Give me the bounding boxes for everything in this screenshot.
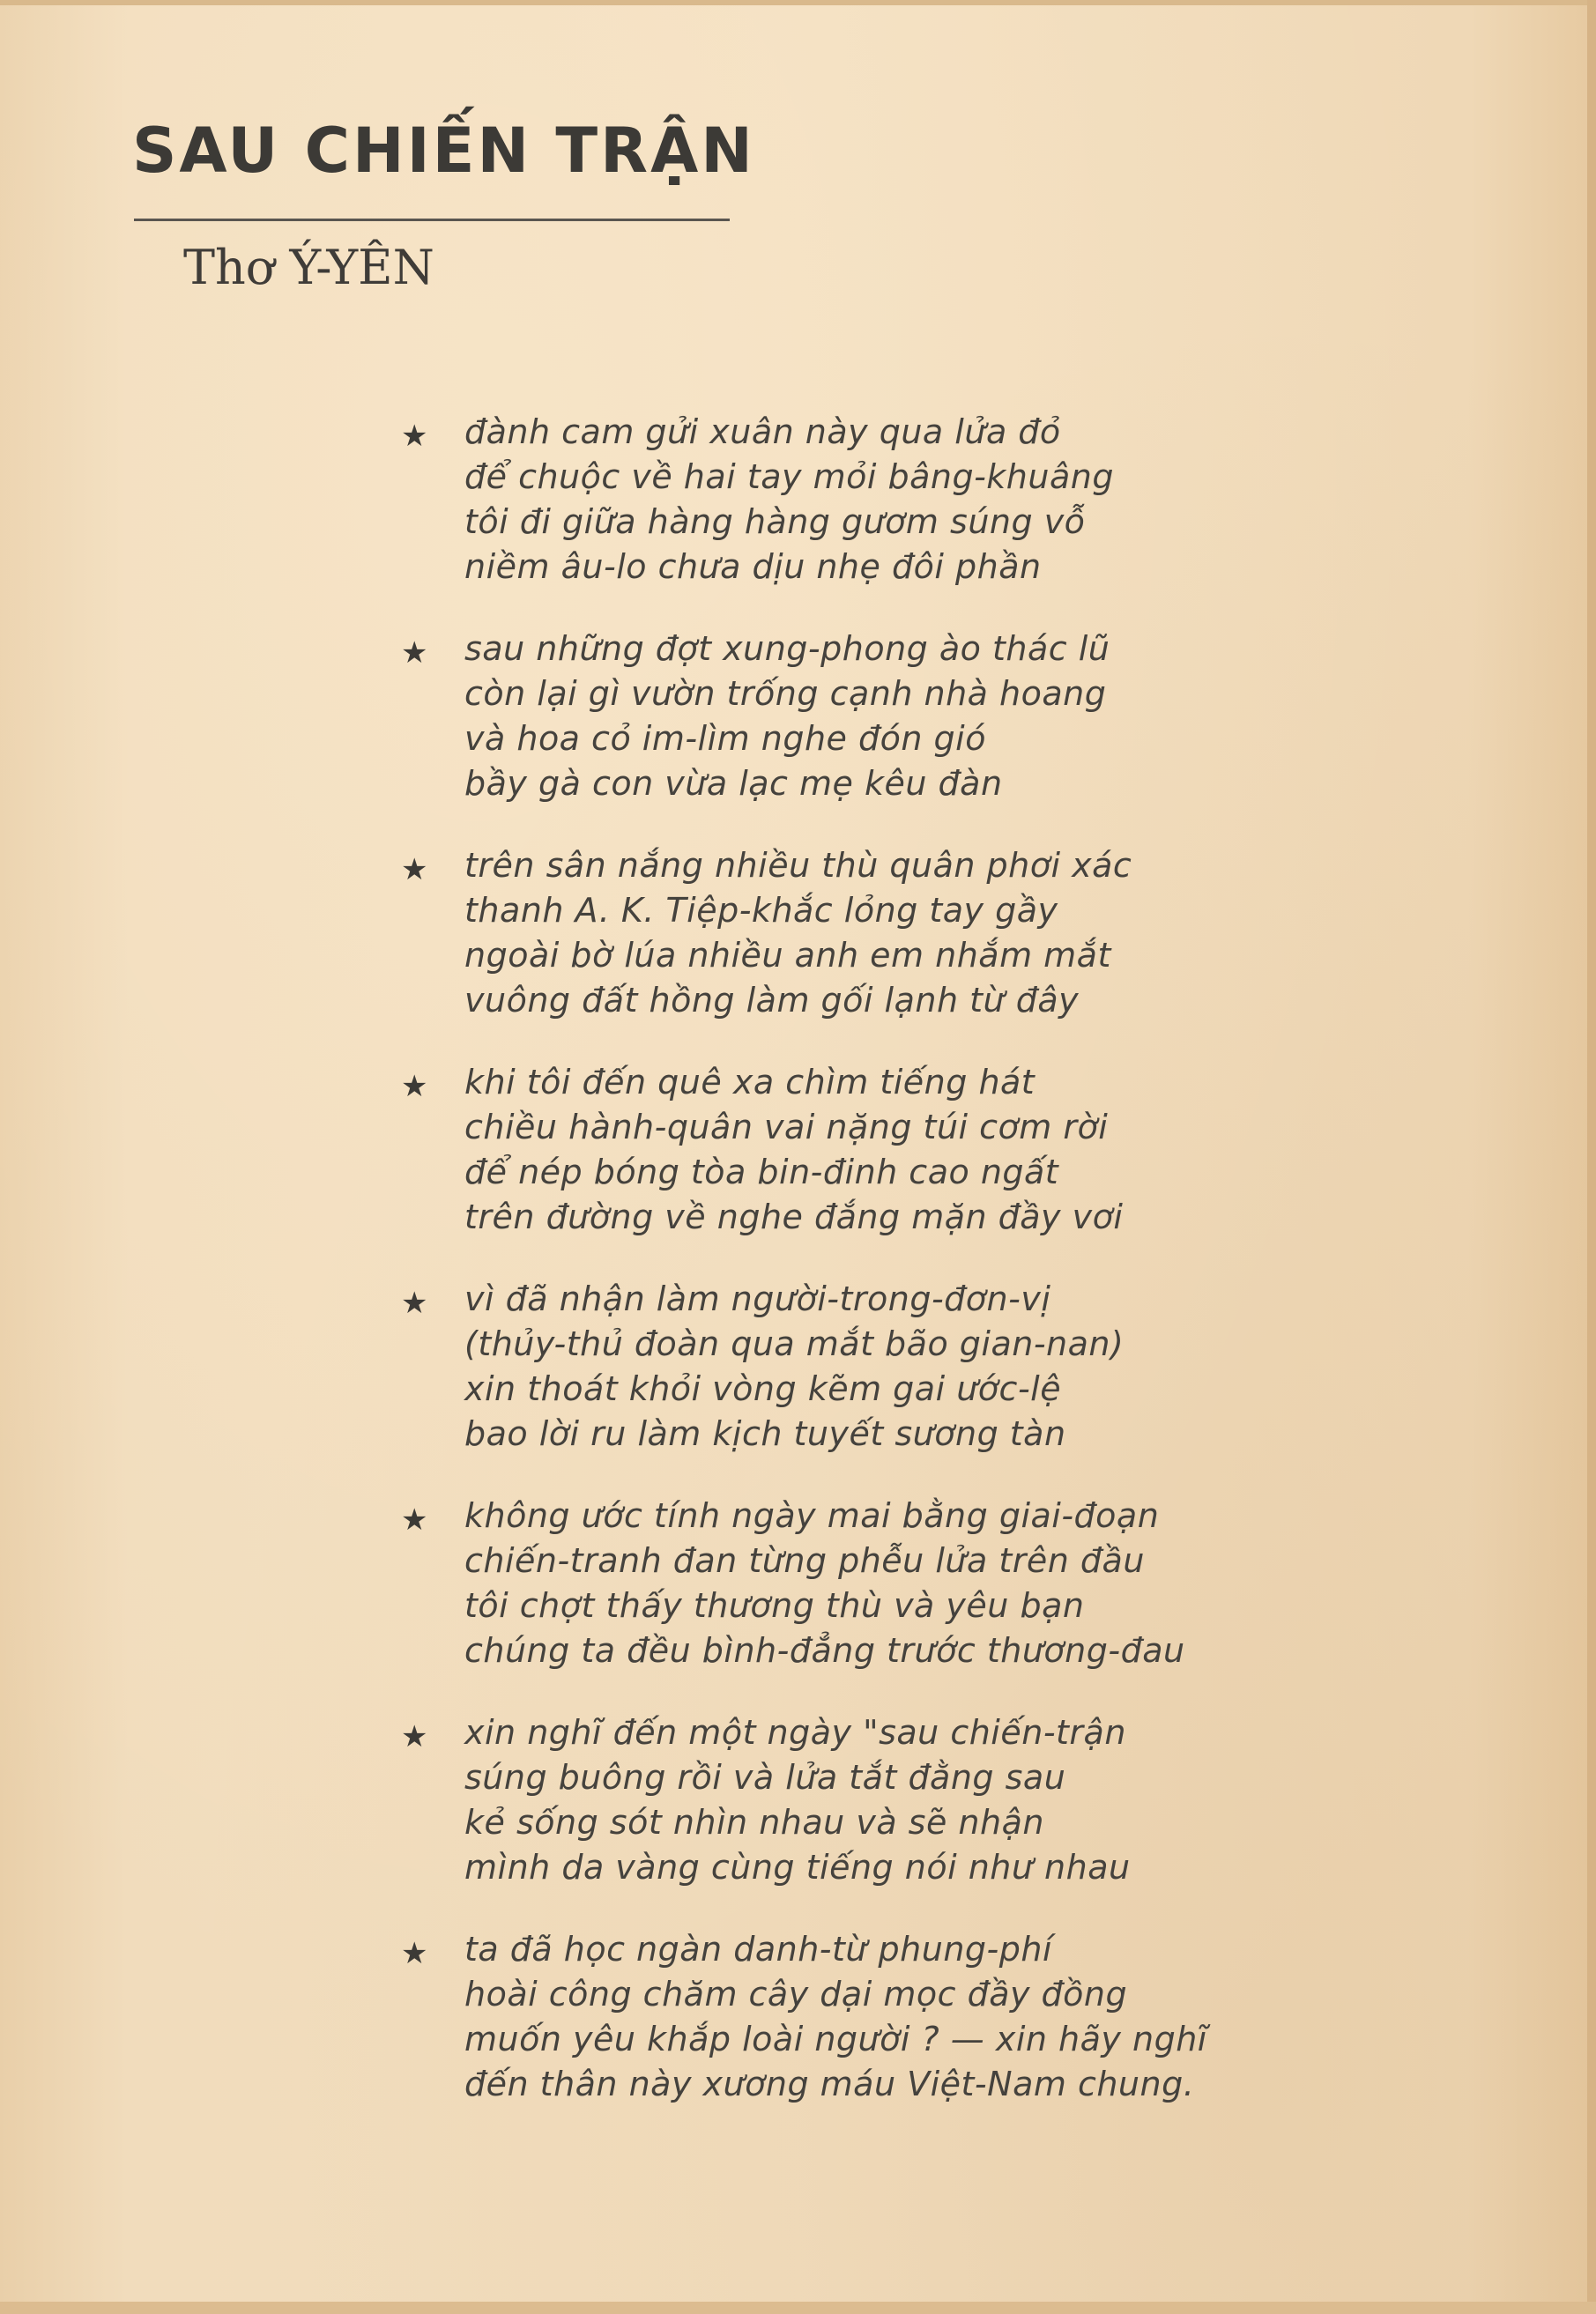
stanza-5 xyxy=(401,1277,1282,1494)
stanza-1 xyxy=(401,410,1282,627)
poem-line: trên đường về nghe đắng mặn đầy vơi xyxy=(464,1198,1124,1236)
poem-line: chiến-tranh đan từng phễu lửa trên đầu xyxy=(464,1541,1145,1580)
star-bullet-icon: ★ xyxy=(401,1069,428,1104)
paper-edge-right xyxy=(1587,0,1596,2314)
paper-edge-top xyxy=(0,0,1596,5)
stanza-3 xyxy=(401,843,1282,1060)
poem-body xyxy=(401,410,1282,2144)
poem-line: tôi đi giữa hàng hàng gươm súng vỗ xyxy=(464,502,1086,541)
poem-title: SAU CHIẾN TRẬN xyxy=(132,115,755,187)
poem-line: tôi chợt thấy thương thù và yêu bạn xyxy=(464,1586,1085,1625)
stanza-lines xyxy=(464,627,1110,806)
stanza-6 xyxy=(401,1494,1282,1710)
star-bullet-icon: ★ xyxy=(401,419,428,454)
poem-line: niềm âu-lo chưa dịu nhẹ đôi phần xyxy=(464,547,1042,586)
star-bullet-icon: ★ xyxy=(401,1936,428,1971)
poem-line: vuông đất hồng làm gối lạnh từ đây xyxy=(464,981,1080,1020)
poem-line: vì đã nhận làm người-trong-đơn-vị xyxy=(464,1279,1051,1318)
poem-line: bầy gà con vừa lạc mẹ kêu đàn xyxy=(464,764,1003,803)
poem-line: ta đã học ngàn danh-từ phung-phí xyxy=(464,1930,1053,1969)
poem-line: (thủy-thủ đoàn qua mắt bão gian-nan) xyxy=(464,1324,1125,1363)
poem-line: bao lời ru làm kịch tuyết sương tàn xyxy=(464,1414,1066,1453)
star-bullet-icon: ★ xyxy=(401,1719,428,1754)
stanza-lines xyxy=(464,1494,1185,1673)
poem-line: mình da vàng cùng tiếng nói như nhau xyxy=(464,1848,1131,1887)
stanza-2 xyxy=(401,627,1282,843)
stanza-lines xyxy=(464,1060,1123,1240)
star-bullet-icon: ★ xyxy=(401,1502,428,1538)
poem-line: chiều hành-quân vai nặng túi cơm rời xyxy=(464,1108,1109,1146)
poem-line: để nép bóng tòa bin-đinh cao ngất xyxy=(464,1153,1059,1191)
paper-edge-bottom xyxy=(0,2302,1596,2314)
poem-line: chúng ta đều bình-đẳng trước thương-đau xyxy=(464,1631,1185,1670)
poem-line: thanh A. K. Tiệp-khắc lỏng tay gầy xyxy=(464,891,1058,930)
stanza-lines xyxy=(464,843,1132,1023)
poem-line: sau những đợt xung-phong ào thác lũ xyxy=(464,629,1110,668)
poem-line: để chuộc về hai tay mỏi bâng-khuâng xyxy=(464,457,1114,496)
stanza-lines xyxy=(464,1710,1131,1890)
poem-line: còn lại gì vườn trống cạnh nhà hoang xyxy=(464,674,1107,713)
poem-line: trên sân nắng nhiều thù quân phơi xác xyxy=(464,846,1132,885)
stanza-8 xyxy=(401,1927,1282,2144)
stanza-lines xyxy=(464,410,1114,590)
stanza-7 xyxy=(401,1710,1282,1927)
poem-line: súng buông rồi và lửa tắt đằng sau xyxy=(464,1758,1066,1797)
star-bullet-icon: ★ xyxy=(401,852,428,887)
poem-line: xin thoát khỏi vòng kẽm gai ước-lệ xyxy=(464,1369,1062,1408)
title-underline xyxy=(134,219,730,221)
poem-byline: Thơ Ý-YÊN xyxy=(183,240,434,295)
poem-line: đến thân này xương máu Việt-Nam chung. xyxy=(464,2065,1195,2103)
poem-line: muốn yêu khắp loài người ? — xin hãy nghĩ xyxy=(464,2020,1207,2058)
stanza-lines xyxy=(464,1927,1207,2107)
poem-line: hoài công chăm cây dại mọc đầy đồng xyxy=(464,1975,1128,2014)
stanza-lines xyxy=(464,1277,1124,1457)
poem-line: ngoài bờ lúa nhiều anh em nhắm mắt xyxy=(464,936,1111,975)
stanza-4 xyxy=(401,1060,1282,1277)
poem-line: kẻ sống sót nhìn nhau và sẽ nhận xyxy=(464,1803,1044,1842)
star-bullet-icon: ★ xyxy=(401,1286,428,1321)
poem-line: và hoa cỏ im-lìm nghe đón gió xyxy=(464,719,986,758)
poem-line: khi tôi đến quê xa chìm tiếng hát xyxy=(464,1063,1036,1101)
poem-line: không ước tính ngày mai bằng giai-đoạn xyxy=(464,1496,1160,1535)
poem-line: xin nghĩ đến một ngày "sau chiến-trận xyxy=(464,1713,1126,1752)
star-bullet-icon: ★ xyxy=(401,635,428,671)
poem-line: đành cam gửi xuân này qua lửa đỏ xyxy=(464,412,1061,451)
